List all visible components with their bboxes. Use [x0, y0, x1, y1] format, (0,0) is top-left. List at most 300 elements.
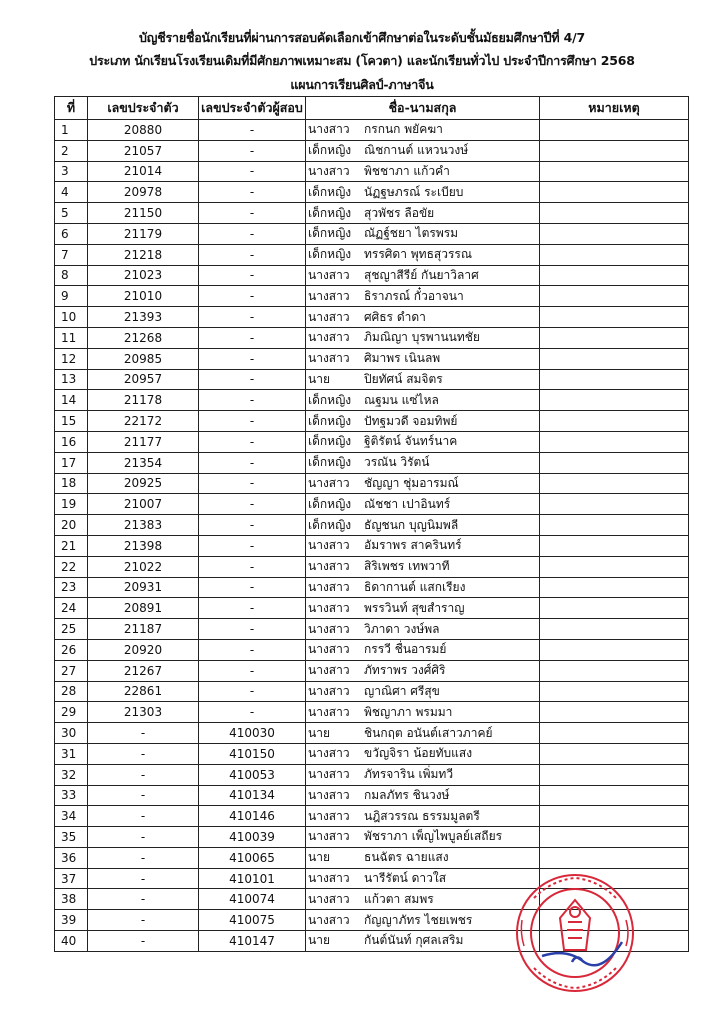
name-cell — [306, 868, 540, 889]
note-cell — [540, 348, 689, 369]
student-id-cell: 21022 — [88, 556, 199, 577]
exam-id-cell: 410065 — [199, 847, 306, 868]
name-prefix: นางสาว — [308, 475, 350, 490]
full-name: สิริเพชร เทพวาที — [364, 559, 450, 574]
row-number: 1 — [55, 120, 88, 141]
student-id-cell: - — [88, 806, 199, 827]
exam-id-cell: 410074 — [199, 889, 306, 910]
note-cell — [540, 847, 689, 868]
exam-id-cell: - — [199, 411, 306, 432]
note-cell — [540, 265, 689, 286]
student-id-cell: - — [88, 785, 199, 806]
note-cell — [540, 827, 689, 848]
name-prefix: เด็กหญิง — [308, 226, 352, 241]
student-id-cell: 21023 — [88, 265, 199, 286]
student-id-cell: 21398 — [88, 535, 199, 556]
name-cell — [306, 411, 540, 432]
exam-id-cell: - — [199, 182, 306, 203]
table-row — [55, 847, 689, 868]
note-cell — [540, 473, 689, 494]
student-id-cell: 20925 — [88, 473, 199, 494]
row-number: 37 — [55, 868, 88, 889]
row-number: 18 — [55, 473, 88, 494]
exam-id-cell: - — [199, 473, 306, 494]
student-id-cell: - — [88, 910, 199, 931]
name-cell — [306, 182, 540, 203]
name-prefix: นางสาว — [308, 621, 350, 636]
name-cell — [306, 889, 540, 910]
name-cell — [306, 431, 540, 452]
exam-id-cell: - — [199, 161, 306, 182]
student-id-cell: 21150 — [88, 203, 199, 224]
note-cell — [540, 307, 689, 328]
row-number: 3 — [55, 161, 88, 182]
row-number: 31 — [55, 743, 88, 764]
table-row — [55, 660, 689, 681]
student-id-cell: 21383 — [88, 515, 199, 536]
exam-id-cell: - — [199, 286, 306, 307]
table-row — [55, 265, 689, 286]
full-name: วรณัน วิรัตน์ — [364, 455, 430, 470]
exam-id-cell: - — [199, 535, 306, 556]
full-name: อัมราพร สาครินทร์ — [364, 538, 462, 553]
name-prefix: นางสาว — [308, 122, 350, 137]
name-prefix: เด็กหญิง — [308, 184, 352, 199]
name-cell — [306, 785, 540, 806]
name-prefix: นางสาว — [308, 787, 350, 802]
name-prefix: เด็กหญิง — [308, 205, 352, 220]
name-prefix: นางสาว — [308, 559, 350, 574]
name-prefix: นาย — [308, 371, 330, 386]
table-row — [55, 806, 689, 827]
student-id-cell: - — [88, 764, 199, 785]
row-number: 23 — [55, 577, 88, 598]
note-cell — [540, 660, 689, 681]
exam-id-cell: - — [199, 556, 306, 577]
note-cell — [540, 556, 689, 577]
student-id-cell: 20985 — [88, 348, 199, 369]
row-number: 22 — [55, 556, 88, 577]
column-header-note: หมายเหตุ — [540, 97, 689, 120]
student-id-cell: 21268 — [88, 327, 199, 348]
table-row — [55, 390, 689, 411]
document-subtitle: ประเภท นักเรียนโรงเรียนเดิมที่มีศักยภาพเหมาะสม (โควตา) และนักเรียนทั่วไป ประจำปีการศึกษา 2568 — [89, 53, 635, 68]
note-cell — [540, 619, 689, 640]
name-prefix: นางสาว — [308, 871, 350, 886]
name-prefix: นางสาว — [308, 309, 350, 324]
note-cell — [540, 140, 689, 161]
table-row — [55, 452, 689, 473]
note-cell — [540, 411, 689, 432]
full-name: นัฏฐษภรณ์ ระเบียบ — [364, 184, 464, 199]
name-cell — [306, 681, 540, 702]
table-row — [55, 120, 689, 141]
study-plan-label: แผนการเรียนศิลป์-ภาษาจีน — [290, 77, 434, 92]
full-name: กัญญาภัทร ไชยเพชร — [364, 912, 473, 927]
exam-id-cell: - — [199, 223, 306, 244]
full-name: ศศิธร ดำดา — [364, 309, 426, 324]
student-id-cell: 20957 — [88, 369, 199, 390]
table-row — [55, 743, 689, 764]
row-number: 5 — [55, 203, 88, 224]
full-name: ณัฏฐ์ชยา ไตรพรม — [364, 226, 459, 241]
note-cell — [540, 515, 689, 536]
row-number: 21 — [55, 535, 88, 556]
name-prefix: นางสาว — [308, 288, 350, 303]
table-row — [55, 473, 689, 494]
note-cell — [540, 639, 689, 660]
full-name: ปิยทัศน์ สมจิตร — [364, 371, 443, 386]
document-title: บัญชีรายชื่อนักเรียนที่ผ่านการสอบคัดเลือกเข้าศึกษาต่อในระดับชั้นมัธยมศึกษาปีที่ 4/7 — [139, 30, 585, 45]
row-number: 28 — [55, 681, 88, 702]
name-prefix: นางสาว — [308, 351, 350, 366]
name-prefix: นางสาว — [308, 579, 350, 594]
name-prefix: นางสาว — [308, 912, 350, 927]
exam-id-cell: - — [199, 702, 306, 723]
full-name: ธิราภรณ์ กั๋วอาจนา — [364, 288, 464, 303]
name-cell — [306, 743, 540, 764]
exam-id-cell: - — [199, 598, 306, 619]
name-cell — [306, 723, 540, 744]
name-cell — [306, 452, 540, 473]
full-name: ชัญญา ชุ่มอารมณ์ — [364, 475, 459, 490]
row-number: 25 — [55, 619, 88, 640]
name-prefix: นางสาว — [308, 767, 350, 782]
student-id-cell: 21303 — [88, 702, 199, 723]
note-cell — [540, 494, 689, 515]
full-name: กมลภัทร ชินวงษ์ — [364, 787, 450, 802]
full-name: ธนฉัตร ฉายแสง — [364, 850, 449, 865]
name-cell — [306, 660, 540, 681]
full-name: พิชชาภา แก้วคำ — [364, 163, 450, 178]
exam-id-cell: 410134 — [199, 785, 306, 806]
row-number: 24 — [55, 598, 88, 619]
full-name: ธิดากานต์ แสกเรียง — [364, 579, 466, 594]
name-cell — [306, 286, 540, 307]
row-number: 34 — [55, 806, 88, 827]
exam-id-cell: - — [199, 140, 306, 161]
name-prefix: นางสาว — [308, 642, 350, 657]
name-prefix: นางสาว — [308, 600, 350, 615]
row-number: 15 — [55, 411, 88, 432]
name-cell — [306, 140, 540, 161]
column-header-exam-id: เลขประจำตัวผู้สอบ — [199, 97, 306, 120]
table-row — [55, 556, 689, 577]
name-prefix: นาย — [308, 725, 330, 740]
row-number: 26 — [55, 639, 88, 660]
student-list-table — [54, 96, 689, 952]
name-prefix: เด็กหญิง — [308, 434, 352, 449]
name-cell — [306, 577, 540, 598]
student-id-cell: 21218 — [88, 244, 199, 265]
row-number: 16 — [55, 431, 88, 452]
table-row — [55, 785, 689, 806]
name-cell — [306, 619, 540, 640]
name-cell — [306, 764, 540, 785]
table-row — [55, 535, 689, 556]
student-id-cell: 21014 — [88, 161, 199, 182]
student-id-cell: 21010 — [88, 286, 199, 307]
table-row — [55, 827, 689, 848]
table-row — [55, 411, 689, 432]
name-cell — [306, 327, 540, 348]
note-cell — [540, 390, 689, 411]
table-row — [55, 515, 689, 536]
student-id-cell: 21007 — [88, 494, 199, 515]
row-number: 8 — [55, 265, 88, 286]
exam-id-cell: - — [199, 577, 306, 598]
note-cell — [540, 723, 689, 744]
student-id-cell: 20920 — [88, 639, 199, 660]
column-header-student-id: เลขประจำตัว — [88, 97, 199, 120]
note-cell — [540, 203, 689, 224]
row-number: 29 — [55, 702, 88, 723]
row-number: 40 — [55, 931, 88, 952]
name-prefix: นาย — [308, 850, 330, 865]
student-id-cell: - — [88, 931, 199, 952]
exam-id-cell: - — [199, 390, 306, 411]
name-cell — [306, 494, 540, 515]
name-cell — [306, 598, 540, 619]
table-row — [55, 203, 689, 224]
name-cell — [306, 847, 540, 868]
exam-id-cell: - — [199, 660, 306, 681]
row-number: 14 — [55, 390, 88, 411]
name-cell — [306, 369, 540, 390]
row-number: 13 — [55, 369, 88, 390]
name-cell — [306, 702, 540, 723]
row-number: 36 — [55, 847, 88, 868]
full-name: พิชญาภา พรมมา — [364, 704, 453, 719]
full-name: ณฐมน แซ่ไหล — [364, 392, 439, 407]
table-row — [55, 764, 689, 785]
table-row — [55, 182, 689, 203]
full-name: ญาณิศา ศรีสุข — [364, 683, 440, 698]
name-cell — [306, 307, 540, 328]
name-cell — [306, 244, 540, 265]
student-id-cell: 21177 — [88, 431, 199, 452]
name-prefix: นางสาว — [308, 746, 350, 761]
name-cell — [306, 348, 540, 369]
name-cell — [306, 535, 540, 556]
full-name: ภัทราพร วงศ์ศิริ — [364, 663, 446, 678]
name-cell — [306, 203, 540, 224]
student-id-cell: - — [88, 743, 199, 764]
note-cell — [540, 286, 689, 307]
name-prefix: เด็กหญิง — [308, 455, 352, 470]
exam-id-cell: 410150 — [199, 743, 306, 764]
name-prefix: นางสาว — [308, 330, 350, 345]
exam-id-cell: - — [199, 639, 306, 660]
full-name: กันต์นันท์ กุศลเสริม — [364, 933, 464, 948]
name-cell — [306, 931, 540, 952]
name-prefix: นางสาว — [308, 704, 350, 719]
table-row — [55, 223, 689, 244]
row-number: 39 — [55, 910, 88, 931]
column-header-name: ชื่อ-นามสกุล — [306, 97, 540, 120]
full-name: สุวพัชร ลือขัย — [364, 205, 435, 220]
note-cell — [540, 598, 689, 619]
row-number: 12 — [55, 348, 88, 369]
full-name: ชินกฤต อนันต์เสาวภาคย์ — [364, 725, 493, 740]
exam-id-cell: - — [199, 348, 306, 369]
note-cell — [540, 452, 689, 473]
table-row — [55, 702, 689, 723]
note-cell — [540, 161, 689, 182]
student-id-cell: 20978 — [88, 182, 199, 203]
note-cell — [540, 764, 689, 785]
full-name: นารีรัตน์ ดาวใส — [364, 871, 447, 886]
full-name: วิภาดา วงษ์พล — [364, 621, 440, 636]
name-prefix: เด็กหญิง — [308, 143, 352, 158]
exam-id-cell: 410053 — [199, 764, 306, 785]
exam-id-cell: - — [199, 120, 306, 141]
name-prefix: นางสาว — [308, 538, 350, 553]
table-row — [55, 348, 689, 369]
table-row — [55, 723, 689, 744]
name-cell — [306, 223, 540, 244]
student-id-cell: 21267 — [88, 660, 199, 681]
name-prefix: เด็กหญิง — [308, 517, 352, 532]
name-prefix: เด็กหญิง — [308, 496, 352, 511]
row-number: 33 — [55, 785, 88, 806]
table-row — [55, 327, 689, 348]
student-id-cell: 21057 — [88, 140, 199, 161]
row-number: 9 — [55, 286, 88, 307]
note-cell — [540, 369, 689, 390]
full-name: กรรวี ชื่นอารมย์ — [364, 642, 447, 657]
table-row — [55, 307, 689, 328]
row-number: 4 — [55, 182, 88, 203]
row-number: 35 — [55, 827, 88, 848]
row-number: 20 — [55, 515, 88, 536]
exam-id-cell: - — [199, 203, 306, 224]
name-cell — [306, 515, 540, 536]
note-cell — [540, 244, 689, 265]
row-number: 19 — [55, 494, 88, 515]
note-cell — [540, 702, 689, 723]
name-cell — [306, 556, 540, 577]
row-number: 27 — [55, 660, 88, 681]
column-header-no: ที่ — [55, 97, 88, 120]
row-number: 7 — [55, 244, 88, 265]
full-name: แก้วตา สมพร — [364, 891, 434, 906]
exam-id-cell: - — [199, 431, 306, 452]
note-cell — [540, 806, 689, 827]
full-name: พัชราภา เพ็ญไพบูลย์เสถียร — [364, 829, 503, 844]
row-number: 10 — [55, 307, 88, 328]
note-cell — [540, 681, 689, 702]
name-prefix: นางสาว — [308, 808, 350, 823]
name-cell — [306, 639, 540, 660]
row-number: 17 — [55, 452, 88, 473]
exam-id-cell: 410101 — [199, 868, 306, 889]
note-cell — [540, 431, 689, 452]
full-name: พรรวินท์ สุขสำราญ — [364, 600, 465, 615]
row-number: 11 — [55, 327, 88, 348]
exam-id-cell: 410030 — [199, 723, 306, 744]
student-id-cell: 21178 — [88, 390, 199, 411]
row-number: 6 — [55, 223, 88, 244]
exam-id-cell: 410147 — [199, 931, 306, 952]
table-row — [55, 431, 689, 452]
name-cell — [306, 827, 540, 848]
exam-id-cell: - — [199, 681, 306, 702]
exam-id-cell: 410039 — [199, 827, 306, 848]
note-cell — [540, 327, 689, 348]
student-id-cell: 21179 — [88, 223, 199, 244]
exam-id-cell: - — [199, 494, 306, 515]
row-number: 30 — [55, 723, 88, 744]
student-id-cell: - — [88, 847, 199, 868]
name-prefix: นางสาว — [308, 829, 350, 844]
table-body — [55, 120, 689, 952]
exam-id-cell: - — [199, 619, 306, 640]
name-cell — [306, 390, 540, 411]
name-cell — [306, 120, 540, 141]
name-cell — [306, 910, 540, 931]
student-id-cell: - — [88, 827, 199, 848]
note-cell — [540, 535, 689, 556]
student-id-cell: 20931 — [88, 577, 199, 598]
note-cell — [540, 785, 689, 806]
exam-id-cell: - — [199, 452, 306, 473]
note-cell — [540, 577, 689, 598]
student-id-cell: 21393 — [88, 307, 199, 328]
student-id-cell: 21354 — [88, 452, 199, 473]
table-row — [55, 244, 689, 265]
student-id-cell: 20880 — [88, 120, 199, 141]
full-name: ณิชกานต์ แหวนวงษ์ — [364, 143, 469, 158]
table-header-row — [55, 97, 689, 120]
full-name: นฎิสวรรณ ธรรมมูลตรี — [364, 808, 480, 823]
exam-id-cell: 410146 — [199, 806, 306, 827]
table-row — [55, 286, 689, 307]
name-prefix: นางสาว — [308, 663, 350, 678]
row-number: 2 — [55, 140, 88, 161]
exam-id-cell: - — [199, 369, 306, 390]
name-prefix: เด็กหญิง — [308, 413, 352, 428]
exam-id-cell: - — [199, 327, 306, 348]
exam-id-cell: - — [199, 244, 306, 265]
name-prefix: เด็กหญิง — [308, 247, 352, 262]
full-name: ปัทฐมวดี จอมทิพย์ — [364, 413, 458, 428]
note-cell — [540, 120, 689, 141]
exam-id-cell: - — [199, 307, 306, 328]
full-name: ธัญชนก บุญนิมพลี — [364, 517, 459, 532]
note-cell — [540, 182, 689, 203]
full-name: ขวัญจิรา น้อยทับแสง — [364, 746, 473, 761]
table-row — [55, 598, 689, 619]
full-name: ศิมาพร เนินลพ — [364, 351, 441, 366]
name-prefix: นางสาว — [308, 891, 350, 906]
name-prefix: เด็กหญิง — [308, 392, 352, 407]
student-id-cell: - — [88, 723, 199, 744]
table-row — [55, 619, 689, 640]
student-id-cell: - — [88, 868, 199, 889]
exam-id-cell: - — [199, 265, 306, 286]
name-cell — [306, 161, 540, 182]
table-row — [55, 161, 689, 182]
student-id-cell: 20891 — [88, 598, 199, 619]
row-number: 38 — [55, 889, 88, 910]
name-prefix: นางสาว — [308, 683, 350, 698]
exam-id-cell: 410075 — [199, 910, 306, 931]
row-number: 32 — [55, 764, 88, 785]
note-cell — [540, 743, 689, 764]
student-id-cell: - — [88, 889, 199, 910]
name-prefix: นาย — [308, 933, 330, 948]
